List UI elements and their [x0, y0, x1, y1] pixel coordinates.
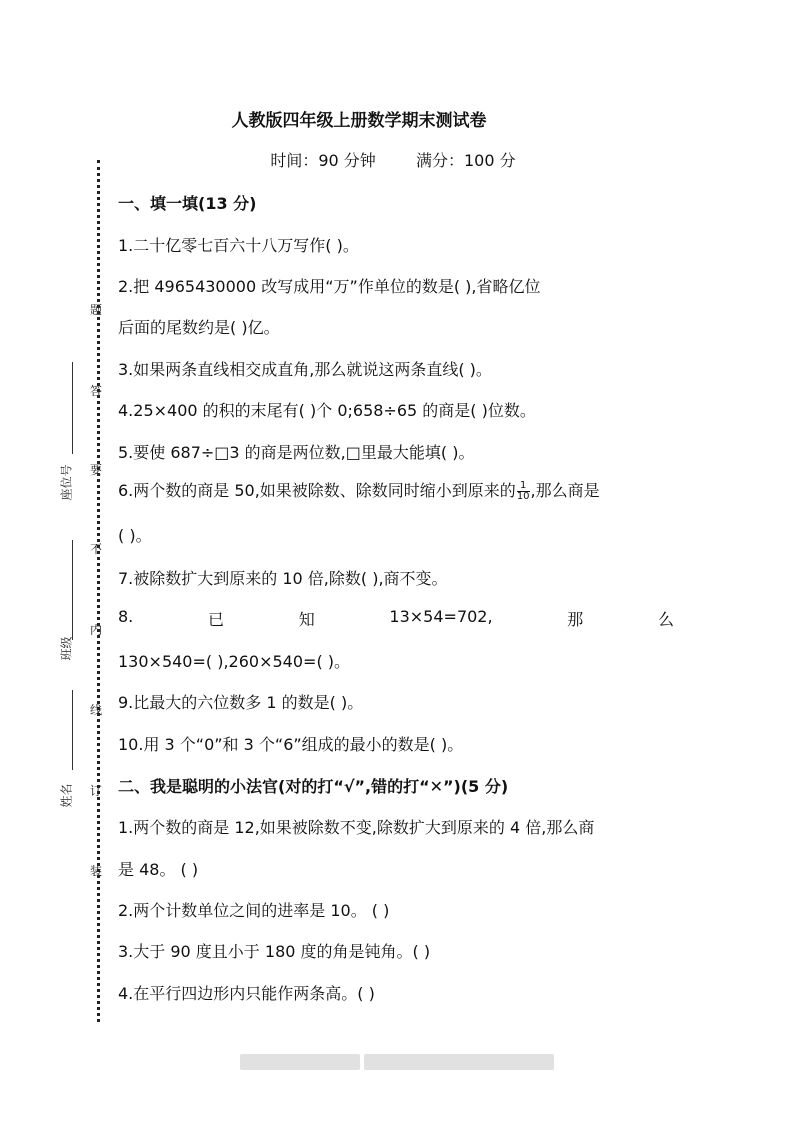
class-label: 班级: [59, 636, 74, 661]
q8-word: 么: [657, 610, 674, 629]
question-2-2: 2.两个计数单位之间的进率是 10。 ( ): [118, 901, 390, 920]
question-1-8-cont: 130×540=( ),260×540=( )。: [118, 652, 351, 671]
binding-char: 线: [89, 703, 102, 717]
time-limit: 时间：90 分钟: [270, 151, 376, 170]
question-2-4: 4.在平行四边形内只能作两条高。( ): [118, 984, 375, 1003]
q8-word: 13×54=702,: [389, 607, 493, 626]
question-1-4: 4.25×400 的积的末尾有( )个 0;658÷65 的商是( )位数。: [118, 401, 536, 420]
question-1-2: 2.把 4965430000 改写成用“万”作单位的数是( ),省略亿位: [118, 277, 541, 296]
class-line: [72, 540, 73, 640]
binding-char: 内: [89, 623, 102, 637]
seat-number-label: 座位号: [59, 464, 74, 501]
question-2-3: 3.大于 90 度且小于 180 度的角是钝角。( ): [118, 942, 431, 961]
seat-number-line: [72, 362, 73, 454]
q6-text: 6.两个数的商是 50,如果被除数、除数同时缩小到原来的: [118, 481, 516, 500]
fraction-one-tenth: [517, 481, 530, 502]
blurred-footer-block: [240, 1054, 360, 1070]
binding-char: 题: [89, 303, 102, 317]
binding-char: 装: [89, 864, 102, 878]
q8-word: 已: [207, 610, 224, 629]
section-heading: 一、填一填(13 分): [118, 194, 257, 213]
binding-char: 答: [89, 384, 102, 398]
binding-char: 不: [89, 542, 102, 556]
question-1-5: 5.要使 687÷□3 的商是两位数,□里最大能填( )。: [118, 443, 475, 462]
q6-text-end: ,那么商是: [530, 481, 600, 500]
question-1-3: 3.如果两条直线相交成直角,那么就说这两条直线( )。: [118, 360, 492, 379]
question-1-2-cont: 后面的尾数约是( )亿。: [118, 318, 280, 337]
page-title: 人教版四年级上册数学期末测试卷: [231, 111, 487, 131]
question-2-1: 1.两个数的商是 12,如果被除数不变,除数扩大到原来的 4 倍,那么商: [118, 818, 595, 837]
binding-char: 要: [89, 463, 102, 477]
exam-info: [0, 148, 786, 171]
question-1-8: [118, 607, 674, 630]
full-score: 满分：100 分: [416, 151, 516, 170]
fraction-denominator: 10: [516, 491, 530, 502]
question-2-1-cont: 是 48。 ( ): [118, 860, 199, 879]
question-1-6-cont: ( )。: [118, 526, 152, 545]
name-line: [72, 690, 73, 770]
question-1-7: 7.被除数扩大到原来的 10 倍,除数( ),商不变。: [118, 569, 448, 588]
section-heading: 二、我是聪明的小法官(对的打“√”,错的打“✕”)(5 分): [118, 777, 509, 796]
binding-char: 订: [89, 784, 102, 798]
blurred-footer-block: [364, 1054, 554, 1070]
q8-word: 8.: [118, 607, 134, 626]
question-1-1: 1.二十亿零七百六十八万写作( )。: [118, 236, 359, 255]
q8-word: 那: [567, 610, 584, 629]
fraction-numerator: 1: [517, 481, 530, 492]
question-1-9: 9.比最大的六位数多 1 的数是( )。: [118, 693, 364, 712]
name-label: 姓名: [59, 783, 74, 808]
question-1-10: 10.用 3 个“0”和 3 个“6”组成的最小的数是( )。: [118, 735, 464, 754]
question-1-6: [118, 478, 600, 502]
binding-dotted-line: [97, 160, 100, 1022]
q8-word: 知: [298, 610, 315, 629]
